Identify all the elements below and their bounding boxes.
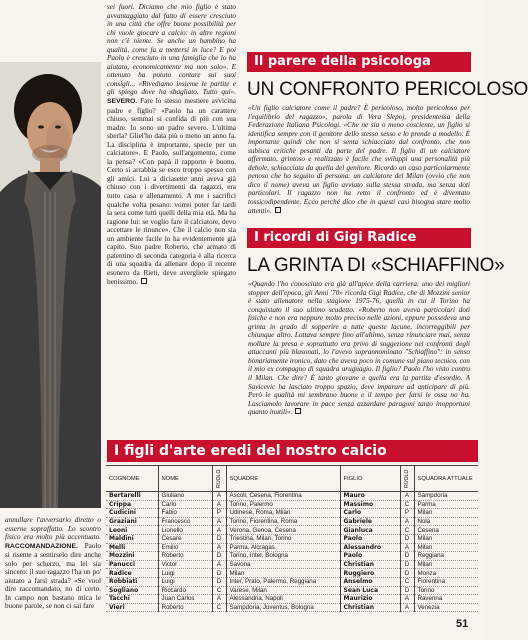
banner-psicologa: Il parere della psicologa [247,52,471,72]
cell-squadre: Triestina, Milan, Torino [226,534,340,543]
racc-label: RACCOMANDAZIONE. [5,542,78,550]
header-cognome: COGNOME [106,466,158,492]
cell-cognome: Vieri [106,603,158,612]
header-attuale: SQUADRA ATTUALE [414,466,478,492]
cell-ruolo2: C [400,526,414,535]
cell-cognome: Sogliano [106,586,158,595]
col-b-para2: Fare lo stesso mestiere avvicina padre e figlio? «Paolo ha un carattere chiuso, semmai si confida di più con sua madre. Io sono un padre severo. L'ultima sberla? Gliel'ho data più o meno un anno fa. La disciplina è importante, specie per un calciatore». E Paolo, sull'argomento, come la pensa? «Con papà il rapporto è buono. Certo si arrabbia se esco troppo spesso con gli amici. Lui a diciasette anni aveva già chiuso con i divertimenti da ragazzi, era tutto casa e allenamento. A me i sacrifici qualche volta pesano: vorrei poter far tardi la sera come tutti quelli della mia età. Ma ha ragione lui: se voglio fare il calciatore, devo accettare le rinunce». Che il calcio non sia un ambiente facile lo ha evidentemente già capito. Suo padre Roberto, che armato di patentino di seconda categoria è alla ricerca di una squadra da allenare dopo il recente esonero da Rieti, deve avergliele spiegato benissimo. [107,97,236,286]
cell-cognome: Panucci [106,560,158,569]
cell-figlio: Anselmo [340,577,400,586]
table-row [106,603,478,612]
cell-ruolo2: C [400,577,414,586]
cell-nome: Riccardo [158,586,212,595]
cell-attuale: Torino [414,586,478,595]
cell-figlio: Sean Luca [340,586,400,595]
section2-body-wrap [248,280,470,417]
headline-confronto: UN CONFRONTO PERICOLOSO [247,79,528,100]
col-b-para1: sei fuori. Diciamo che mio figlio è stato avvantaggiato dal fatto di essere cresciuto in una città che offre buone possibilità per chi vuole giocare a calcio: in altre regioni non c'è niente. Se anche un bambino ha qualità, come fa a mettersi in luce? E poi Paolo è cresciuto in una famiglia che lo ha aiutato, economicamente ma non solo». E ottenuto ha potuto contare sui suoi consigli... «Rivediamo insieme le partite e gli spiego dove ha sbagliato. Tutto qui». [107,3,236,97]
header-nome: NOME [158,466,212,492]
cell-ruolo: C [212,586,226,595]
cell-ruolo2: D [400,552,414,561]
table-row [106,526,478,535]
cell-figlio: Alessandro [340,543,400,552]
cell-attuale: Milan [414,534,478,543]
cell-cognome: Crippa [106,500,158,509]
cell-nome: Emilio [158,543,212,552]
cell-cognome: Cudicini [106,509,158,518]
cell-ruolo: D [212,552,226,561]
cell-figlio: Ruggiero [340,569,400,578]
cell-ruolo: D [212,534,226,543]
table-row [106,595,478,604]
cell-cognome: Maldini [106,534,158,543]
table-row [106,552,478,561]
cell-cognome: Mozzini [106,552,158,561]
cell-ruolo: A [212,595,226,604]
cell-squadre: Varese, Milan [226,586,340,595]
end-mark [141,278,147,284]
header-squadre: SQUADRE [226,466,340,492]
cell-squadre: Torino, Fiorentina, Roma [226,517,340,526]
cell-nome: Luigi [158,577,212,586]
cell-nome: Carlo [158,500,212,509]
cell-attuale: Monza [414,569,478,578]
cell-cognome: Radice [106,569,158,578]
cell-attuale: Nola [414,517,478,526]
cell-ruolo2: D [400,560,414,569]
table-row [106,509,478,518]
cell-ruolo: A [212,543,226,552]
cell-ruolo2: A [400,517,414,526]
table-row [106,569,478,578]
cell-attuale: Milan [414,509,478,518]
cell-ruolo: C [212,603,226,612]
cell-nome: Roberto [158,603,212,612]
cell-attuale: Fiorentina [414,577,478,586]
cell-nome: Cesare [158,534,212,543]
column-a [5,516,101,611]
cell-ruolo2: A [400,595,414,604]
cell-squadre: Torino, Palermo [226,500,340,509]
cell-figlio: Mauro [340,492,400,501]
cell-figlio: Gabriele [340,517,400,526]
cell-attuale: Cesena [414,526,478,535]
header-figlio: FIGLIO [340,466,400,492]
table-row [106,517,478,526]
cell-figlio: Carlo [340,509,400,518]
cell-attuale: Milan [414,543,478,552]
end-mark [275,207,281,213]
cell-attuale: Sampdoria [414,492,478,501]
cell-cognome: Bertarelli [106,492,158,501]
cell-ruolo: A [212,517,226,526]
portrait-photo [0,62,101,508]
cell-cognome: Robbiati [106,577,158,586]
cell-squadre: Torino, Inter, Bologna [226,552,340,561]
table-row [106,543,478,552]
cell-cognome: Graziani [106,517,158,526]
cell-ruolo: A [212,492,226,501]
cell-nome: Juan Carlos [158,595,212,604]
col-a-para1: annullare l'avversario diretto o esserne sopraffatto. Lo scontro fisico era molto più accentuato. [5,516,101,542]
banner-radice: I ricordi di Gigi Radice [247,228,471,248]
cell-ruolo2: D [400,534,414,543]
header-ruolo: RUOLO [212,466,226,492]
figli-table [106,465,478,612]
cell-nome: Roberto [158,552,212,561]
section1-body-wrap [248,104,470,215]
cell-attuale: Parma [414,500,478,509]
cell-squadre: Udinese, Roma, Milan [226,509,340,518]
cell-attuale: Venezia [414,603,478,612]
col-a-para2: Paolo si risente a sentirselo dire anche solo per scherzo, ma lei sia sincero: il suo ragazzo l'ha un po' aiutato a farsi strada? «Se vuol dire raccomandato, no di certo. In campo non bastano mica le buone parole, se non ci sai fare [5,541,101,611]
cell-nome: Luigi [158,569,212,578]
table-header-row [106,466,478,492]
cell-nome: Lionello [158,526,212,535]
table-row [106,534,478,543]
table-row [106,586,478,595]
cell-ruolo2: C [400,500,414,509]
cell-squadre: Parma, Alcragas [226,543,340,552]
cell-figlio: Paolo [340,534,400,543]
cell-nome: Victor [158,560,212,569]
table-row [106,492,478,501]
cell-figlio: Maurizio [340,595,400,604]
cell-figlio: Christian [340,560,400,569]
cell-cognome: Melli [106,543,158,552]
headline-grinta: LA GRINTA DI «SCHIAFFINO» [247,255,505,276]
banner-figli: I figli d'arte eredi del nostro calcio [107,440,478,462]
cell-nome: Fabio [158,509,212,518]
table-row [106,577,478,586]
cell-squadre: Alessandria, Napoli [226,595,340,604]
cell-squadre: Inter, Prato, Palermo, Reggiana [226,577,340,586]
cell-figlio: Christian [340,603,400,612]
cell-ruolo: A [212,560,226,569]
cell-nome: Giuliano [158,492,212,501]
cell-squadre: Milan [226,569,340,578]
cell-ruolo: A [212,526,226,535]
cell-squadre: Verona, Genoa, Cesena [226,526,340,535]
cell-squadre: Savona [226,560,340,569]
section1-body: «Un figlio calciatore come il padre? È pericoloso, molto pericoloso per l'equilibrio del ragazzo», parola di Vera Slepoj, presidentessa della Federazione Italiana Psicologi. «Che ne sia o meno cosciente, un figlio si identifica sempre con il genitore dello stesso sesso e lo prende a modello. È importante quindi che non si senta schiacciato dal confronto, che non subisca critiche pesanti da parte del padre. Il figlio di un calciatore affermato, grintoso e realizzato è facile che sviluppi una personalità più debole, schiacciata da quella del genitore. Ricordo un caso particolarmente penoso che ho seguito di persona: un calciatore del Milan (ovvio che non dico il nome) aveva un figlio avviato sulla stessa strada, ma senza doti particolari. Il ragazzo non ha retto il confronto ed è diventato tossicodipendente. Ecco perché dico che in questi casi bisogna stare molto attenti». [248,104,470,215]
cell-squadre: Sampdoria, Juventus, Bologna [226,603,340,612]
table-row [106,500,478,509]
cell-squadre: Ascoli, Cesena, Fiorentina [226,492,340,501]
severo-label: SEVERO. [107,98,138,106]
cell-attuale: Milan [414,560,478,569]
cell-ruolo2: A [400,492,414,501]
cell-ruolo: D [212,569,226,578]
cell-ruolo2: D [400,569,414,578]
header-ruolo2: RUOLO [400,466,414,492]
cell-ruolo2: A [400,543,414,552]
page-number: 51 [456,618,469,630]
cell-figlio: Paolo [340,552,400,561]
cell-attuale: Ravenna [414,595,478,604]
cell-cognome: Leoni [106,526,158,535]
cell-ruolo2: P [400,509,414,518]
end-mark [295,408,301,414]
cell-ruolo: D [212,577,226,586]
cell-nome: Francesco [158,517,212,526]
table-row [106,560,478,569]
section2-body: «Quando l'ho conosciuto era già all'apice della carriera: uno dei migliori stopper dell'epoca, gli Anni '70» ricorda Gigi Radice, che di Mozzini senior è stato allenatore nella stagione 1975-76, quella in cui il Torino ha conquistato il suo ultimo scudetto. «Roberto non aveva particolari doti fisiche e non era neppure molto preciso nelle azioni, eppure possedeva una grinta in grado di sopperire a tutte queste lacune, incorreggibili per chiunque altro. Lottava sempre fino all'ultimo, senza rinunciare mai, senza mollare la presa e soprattutto era privo di soggezione nei confronti degli attaccanti più blasonati, lo l'avevo soprannominato "Schiaffino": in senso bonariamente ironico, dato che aveva poco in comune sul piano tecnico, con il mio ex compagno di squadra uruguagio. Il figlio? Paolo l'ho visto contro il Milan. Che dire? È tanto giovane e quella era la partita d'esordio. A Savicevic ha lasciato troppo spazio, deve imparare ad anticipare di più. Però le qualità mi sembrano buone e il tempo per farsi le ossa no ha. Lasciamolo lavorare in pace senza azzardare paragoni tanto inopportuni quanto inutili». [248,280,470,417]
cell-ruolo: P [212,509,226,518]
cell-figlio: Gianluca [340,526,400,535]
cell-figlio: Massimo [340,500,400,509]
cell-ruolo2: A [400,603,414,612]
column-b [107,3,236,286]
cell-ruolo: A [212,500,226,509]
cell-attuale: Reggiana [414,552,478,561]
cell-cognome: Tacchi [106,595,158,604]
cell-ruolo2: D [400,586,414,595]
